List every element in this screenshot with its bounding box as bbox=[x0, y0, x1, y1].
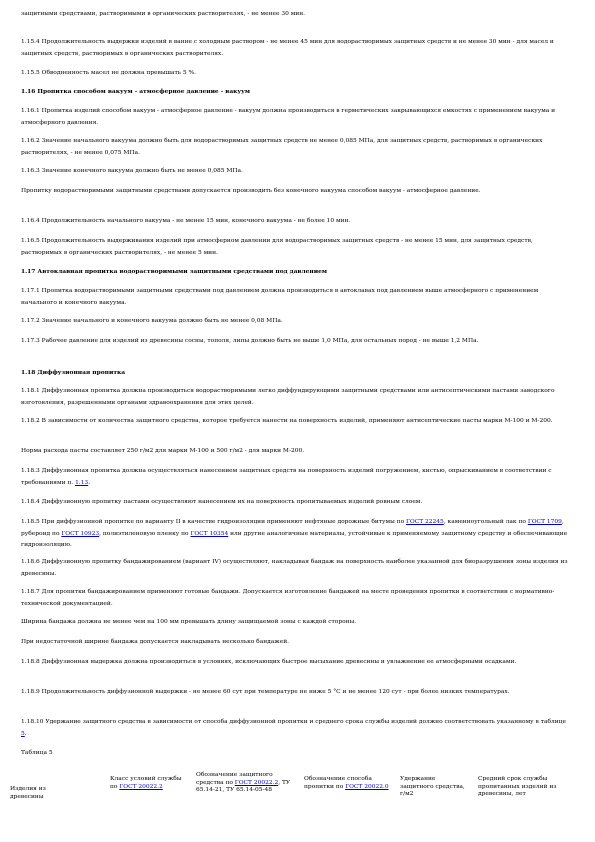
paragraph-text: При недостаточной ширине бандажа допускается накладывать несколько бандажей. bbox=[21, 639, 290, 645]
paragraph-text: Ширина бандажа должна не менее чем на 100 мм превышать длину защищаемой зоны с каждой стороны. bbox=[21, 619, 357, 625]
header-text: Изделия из древесины bbox=[10, 786, 46, 800]
paragraph bbox=[21, 446, 573, 458]
paragraph bbox=[21, 617, 573, 629]
paragraph-text: 1.18.2 В зависимости от количества защитного средства, которое требуется нанести на поверхность изделий, применяют антисептические пасты марки М-100 и М-200. bbox=[21, 418, 553, 424]
heading-text: 1.17 Автоклавная пропитка водорастворимыми защитными средствами под давлением bbox=[21, 268, 327, 275]
paragraph-text: 1.17.3 Рабочее давление для изделий из древесины сосны, тополя, липы должно быть не выше 1,0 МПа, для остальных пород - не выше 1,2 МПа. bbox=[21, 338, 479, 344]
header-text: Удержание защитного средства, г/м2 bbox=[400, 776, 465, 798]
gost-link[interactable]: ГОСТ 10923 bbox=[61, 530, 100, 537]
header-text: Обозначение защитного средства по bbox=[196, 772, 273, 786]
paragraph-text: 1.18.7 Для пропитки бандажированием применяют готовые бандажи. Допускается изготовление бандажей на месте проведения пропитки в соответствии с нормативно-технической документацией. bbox=[21, 589, 555, 607]
paragraph bbox=[21, 106, 573, 129]
paragraph-text: Пропитку водорастворимыми защитными средствами допускается производить без конечного вакуума способом вакуум - атмосферное давление. bbox=[21, 188, 481, 194]
heading-text: 1.18 Диффузионная пропитка bbox=[21, 369, 126, 376]
paragraph bbox=[21, 236, 573, 259]
table-header-cell bbox=[478, 776, 558, 799]
paragraph bbox=[21, 637, 573, 649]
paragraph-text: 1.16.4 Продолжительность начального вакуума - не менее 15 мин, конечного вакуума - не более 10 мин. bbox=[21, 218, 351, 224]
heading-text: 1.16 Пропитка способом вакуум - атмосферное давление - вакуум bbox=[21, 88, 251, 95]
paragraph bbox=[21, 717, 573, 740]
table-link[interactable]: 5 bbox=[21, 730, 25, 737]
section-heading bbox=[21, 367, 573, 379]
paragraph-text: 1.16.2 Значение начального вакуума должно быть для водорастворимых защитных средств не менее 0,085 МПа, для защитных средств, растворимых в органических растворителях, - не менее 0,075 МПа. bbox=[21, 138, 543, 156]
paragraph bbox=[21, 286, 573, 309]
paragraph-text: 1.18.4 Диффузионную пропитку пастами осуществляют нанесением их на поверхность пропитываемых изделий ровным слоем. bbox=[21, 499, 423, 505]
paragraph-text: 1.18.5 При диффузионной пропитке по варианту II в качестве гидроизоляции применяют нефтяные дорожные битумы по bbox=[21, 519, 407, 525]
table-header-cell bbox=[10, 786, 80, 801]
gost-link[interactable]: ГОСТ 22245 bbox=[406, 519, 444, 525]
table-header-cell bbox=[304, 776, 394, 791]
table-5 bbox=[10, 772, 557, 842]
paragraph bbox=[21, 216, 573, 228]
paragraph-text: 1.18.3 Диффузионная пропитка должна осуществляться нанесением защитных средств на поверхность изделий погружением, кистью, опрыскиванием в соответствии с требованиями п. bbox=[21, 468, 552, 486]
paragraph bbox=[21, 587, 573, 610]
paragraph bbox=[21, 497, 573, 509]
paragraph-text: 1.17.1 Пропитка водорастворимыми защитными средствами под давлением должна производиться в автоклавах под давлением выше атмосферного с применением начального и конечного вакуума. bbox=[21, 288, 539, 306]
paragraph-text: 1.18.1 Диффузионная пропитка должна производиться водорастворимыми легко диффундирующими защитными средствами или антисептическими пастами заводского изготовления, разрешенными органами здравоохранения для этих целей. bbox=[21, 388, 555, 406]
paragraph-text: 1.18.9 Продолжительность диффузионной выдержки - не менее 60 сут при температуре не ниже 5 °С и не менее 120 сут - при более низких температурах. bbox=[21, 689, 510, 695]
paragraph-text: 1.18.8 Диффузионная выдержка должна производиться в условиях, исключающих быстрое высыхание древесины и увлажнение ее атмосферными осадками. bbox=[21, 659, 517, 665]
paragraph-text: 1.16.5 Продолжительность выдерживания изделий при атмосферном давлении для водорастворимых защитных средств - не менее 15 мин, для защитных средств, растворимых в органических растворителях, - не менее 5 мин. bbox=[21, 238, 533, 256]
section-heading bbox=[21, 86, 573, 98]
gost-link[interactable]: ГОСТ 1709 bbox=[527, 519, 562, 525]
paragraph bbox=[21, 316, 573, 328]
paragraph bbox=[21, 517, 573, 552]
paragraph bbox=[21, 68, 573, 80]
paragraph-text: , полиэтиленовую пленку по bbox=[99, 530, 191, 537]
paragraph bbox=[21, 336, 573, 348]
paragraph-text: 1.16.3 Значение конечного вакуума должно быть не менее 0,085 МПа. bbox=[21, 168, 243, 174]
header-text: , ТУ 65.14-21, ТУ 65.14-05-48 bbox=[196, 779, 291, 794]
paragraph bbox=[21, 186, 573, 198]
paragraph bbox=[21, 687, 573, 699]
gost-link[interactable]: ГОСТ 10354 bbox=[190, 530, 229, 537]
paragraph bbox=[21, 557, 573, 580]
paragraph-text: 1.17.2 Значение начального и конечного вакуума должно быть не менее 0,08 МПа. bbox=[21, 318, 283, 324]
paragraph-text: Норма расхода пасты составляет 250 г/м2 для марки М-100 и 500 г/м2 - для марки М-200. bbox=[21, 448, 305, 454]
paragraph bbox=[21, 37, 573, 60]
paragraph-text: 1.15.5 Обводненность масел не должна превышать 5 %. bbox=[21, 70, 196, 76]
section-heading bbox=[21, 266, 573, 278]
paragraph-text: 1.15.4 Продолжительность выдержки изделий в ванне с холодным раствором - не менее 45 мин для водорастворимых защитных средств и не менее 30 мин - для масел и защитных средств, растворимых в органических растворителях. bbox=[21, 39, 554, 57]
gost-link[interactable]: ГОСТ 20022.2 bbox=[234, 779, 279, 786]
paragraph bbox=[21, 9, 573, 21]
paragraph bbox=[21, 466, 573, 489]
paragraph-text: . bbox=[24, 730, 27, 737]
paragraph bbox=[21, 386, 573, 409]
table-header-cell bbox=[196, 772, 294, 795]
header-text: Обозначение способа пропитки по bbox=[304, 776, 372, 790]
paragraph-text: , рубероид по bbox=[21, 519, 564, 537]
header-text: Средний срок службы пропитанных изделий из древесины, лет bbox=[478, 776, 557, 798]
paragraph-text: 1.18.10 Удержание защитного средства в зависимости от способа диффузионной пропитки и среднего срока службы изделий должно соответствовать указанному в таблице bbox=[21, 719, 566, 725]
paragraph bbox=[21, 416, 573, 428]
paragraph-text: 1.18.6 Диффузионную пропитку бандажированием (вариант IV) осуществляют, накладывая бандаж на поверхность наиболее указанной для биоразрушения зоны изделия из древесины. bbox=[21, 559, 568, 577]
table-header-cell bbox=[400, 776, 470, 799]
gost-link[interactable]: ГОСТ 20022.0 bbox=[345, 783, 389, 790]
table-caption: Таблица 5 bbox=[21, 750, 53, 756]
paragraph-text: . bbox=[88, 479, 91, 486]
paragraph bbox=[21, 136, 573, 159]
paragraph-text: , каменноугольный лак по bbox=[443, 519, 528, 525]
clause-link[interactable]: 1.13 bbox=[75, 479, 89, 486]
paragraph-text: защитными средствами, растворимыми в органических растворителях, - не менее 30 мин. bbox=[21, 11, 306, 17]
table-header-cell bbox=[110, 776, 188, 791]
header-text: Класс условий службы по bbox=[110, 776, 182, 790]
paragraph bbox=[21, 657, 573, 669]
paragraph bbox=[21, 166, 573, 178]
paragraph-text: 1.16.1 Пропитка изделий способом вакуум - атмосферное давление - вакуум должна производиться в герметических закрывающихся емкостях с применением вакуума и атмосферного давления. bbox=[21, 108, 556, 126]
gost-link[interactable]: ГОСТ 20022.2 bbox=[119, 783, 163, 790]
paragraph-text: или другие аналогичные материалы, устойчивые к применяемому защитному средству и обеспечивающие гидроизоляцию. bbox=[21, 530, 568, 548]
